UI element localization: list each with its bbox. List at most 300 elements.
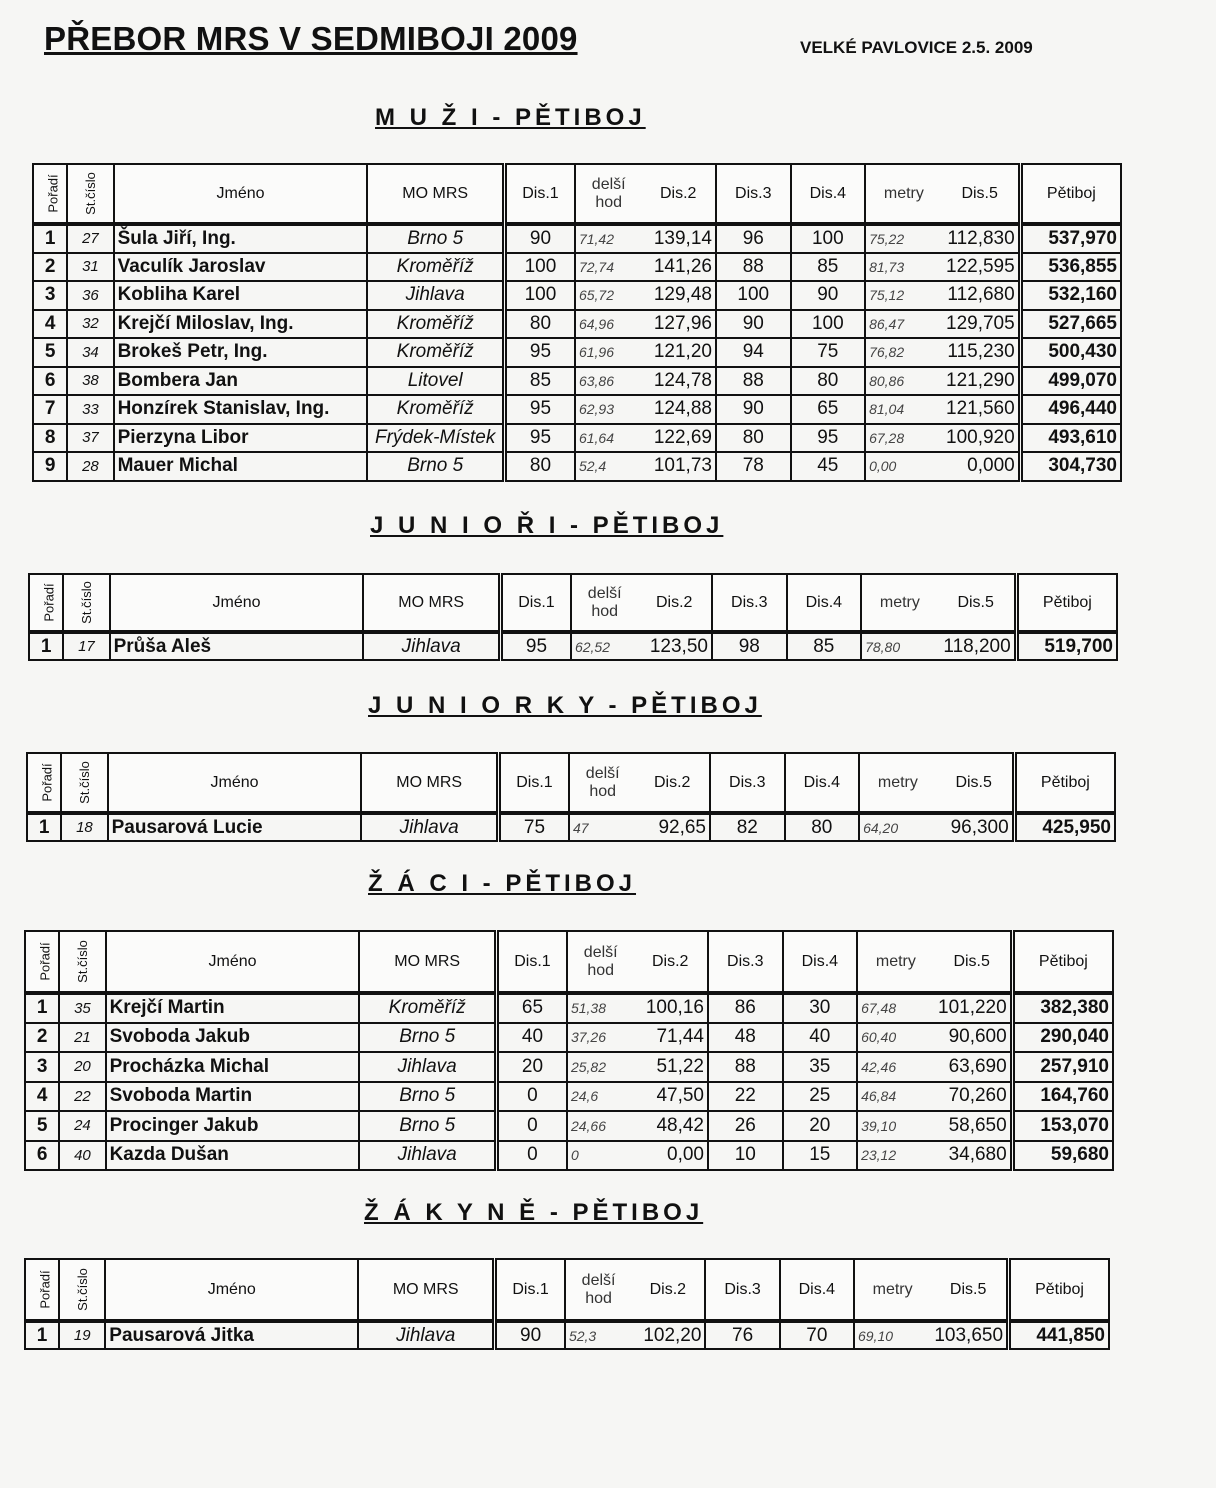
col-meters: metry (865, 164, 942, 224)
dis1-cell: 100 (504, 281, 575, 310)
section-title: J U N I O Ř I - PĚTIBOJ (370, 512, 724, 539)
table-row (33, 338, 1121, 367)
total-cell: 496,440 (1020, 395, 1121, 424)
col-dis4: Dis.4 (785, 753, 860, 813)
longer-throw-cell: 0 (567, 1141, 633, 1171)
longer-throw-cell: 62,93 (575, 395, 641, 424)
table-row (25, 1023, 1113, 1053)
meters-cell: 78,80 (861, 632, 938, 660)
dis2-cell: 71,44 (633, 1023, 708, 1053)
name-cell: Vaculík Jaroslav (114, 253, 368, 282)
rank-cell: 5 (25, 1111, 59, 1141)
table-row (33, 395, 1121, 424)
meters-cell: 60,40 (857, 1023, 934, 1053)
col-dis1: Dis.1 (498, 753, 569, 813)
col-rank-label: Pořadí (41, 582, 57, 622)
name-cell: Procinger Jakub (106, 1111, 360, 1141)
meters-cell: 80,86 (865, 367, 942, 396)
club-cell: Jihlava (358, 1321, 495, 1349)
dis2-cell: 124,88 (641, 395, 716, 424)
rank-cell: 8 (33, 424, 67, 453)
meters-cell: 81,73 (865, 253, 942, 282)
col-rank (27, 753, 61, 813)
col-start-no-label: St.číslo (78, 580, 94, 624)
col-dis4: Dis.4 (791, 164, 866, 224)
total-cell: 532,160 (1020, 281, 1121, 310)
dis4-cell: 40 (783, 1023, 858, 1053)
start-no-cell: 19 (59, 1321, 105, 1349)
col-longer-throw (567, 931, 633, 993)
club-cell: Kroměříž (359, 993, 496, 1023)
dis4-cell: 80 (785, 813, 860, 841)
total-cell: 59,680 (1012, 1141, 1113, 1171)
longer-throw-cell: 62,52 (571, 632, 637, 660)
results-table (32, 163, 1122, 482)
dis1-cell: 0 (496, 1141, 567, 1171)
longer-throw-cell: 63,86 (575, 367, 641, 396)
dis5-cell: 101,220 (934, 993, 1013, 1023)
dis2-cell: 124,78 (641, 367, 716, 396)
col-dis2: Dis.2 (637, 574, 712, 632)
dis3-cell: 82 (710, 813, 785, 841)
dis2-cell: 121,20 (641, 338, 716, 367)
longer-throw-line1: delší (583, 943, 618, 961)
rank-cell: 3 (25, 1052, 59, 1082)
club-cell: Litovel (367, 367, 504, 396)
col-dis2: Dis.2 (641, 164, 716, 224)
col-dis3: Dis.3 (712, 574, 787, 632)
meters-cell: 75,12 (865, 281, 942, 310)
col-dis5: Dis.5 (942, 164, 1021, 224)
col-name: Jméno (105, 1259, 358, 1321)
longer-throw-cell: 61,64 (575, 424, 641, 453)
col-club: MO MRS (367, 164, 504, 224)
table-row (33, 452, 1121, 481)
col-dis3: Dis.3 (708, 931, 783, 993)
table-row (25, 1321, 1109, 1349)
dis4-cell: 95 (791, 424, 866, 453)
rank-cell: 2 (25, 1023, 59, 1053)
club-cell: Brno 5 (359, 1082, 496, 1112)
col-start-no-label: St.číslo (76, 760, 92, 804)
col-rank (29, 574, 63, 632)
dis1-cell: 100 (504, 253, 575, 282)
start-no-cell: 20 (59, 1052, 105, 1082)
dis3-cell: 26 (708, 1111, 783, 1141)
total-cell: 257,910 (1012, 1052, 1113, 1082)
dis3-cell: 88 (716, 253, 791, 282)
start-no-cell: 17 (63, 632, 109, 660)
rank-cell: 1 (29, 632, 63, 660)
col-total: Pětiboj (1012, 931, 1113, 993)
rank-cell: 1 (25, 1321, 59, 1349)
dis4-cell: 15 (783, 1141, 858, 1171)
total-cell: 519,700 (1016, 632, 1117, 660)
club-cell: Jihlava (367, 281, 504, 310)
start-no-cell: 31 (67, 253, 113, 282)
total-cell: 441,850 (1009, 1321, 1109, 1349)
dis3-cell: 90 (716, 395, 791, 424)
dis1-cell: 65 (496, 993, 567, 1023)
rank-cell: 2 (33, 253, 67, 282)
start-no-cell: 34 (67, 338, 113, 367)
meters-cell: 76,82 (865, 338, 942, 367)
dis2-cell: 51,22 (633, 1052, 708, 1082)
col-start-no (59, 931, 105, 993)
table-row (33, 281, 1121, 310)
dis4-cell: 100 (791, 224, 866, 253)
dis5-cell: 121,290 (942, 367, 1021, 396)
club-cell: Jihlava (359, 1052, 496, 1082)
col-total: Pětiboj (1014, 753, 1115, 813)
dis2-cell: 129,48 (641, 281, 716, 310)
longer-throw-cell: 25,82 (567, 1052, 633, 1082)
meters-cell: 42,46 (857, 1052, 934, 1082)
col-dis3: Dis.3 (716, 164, 791, 224)
col-start-no-label: St.číslo (82, 171, 98, 215)
dis3-cell: 88 (716, 367, 791, 396)
col-club: MO MRS (358, 1259, 495, 1321)
dis3-cell: 48 (708, 1023, 783, 1053)
total-cell: 290,040 (1012, 1023, 1113, 1053)
dis1-cell: 85 (504, 367, 575, 396)
total-cell: 164,760 (1012, 1082, 1113, 1112)
name-cell: Svoboda Martin (106, 1082, 360, 1112)
section-title: Ž Á K Y N Ě - PĚTIBOJ (364, 1199, 704, 1226)
dis5-cell: 103,650 (930, 1321, 1008, 1349)
dis3-cell: 22 (708, 1082, 783, 1112)
col-dis4: Dis.4 (783, 931, 858, 993)
col-name: Jméno (106, 931, 360, 993)
total-cell: 499,070 (1020, 367, 1121, 396)
dis4-cell: 80 (791, 367, 866, 396)
total-cell: 537,970 (1020, 224, 1121, 253)
dis4-cell: 30 (783, 993, 858, 1023)
rank-cell: 6 (25, 1141, 59, 1171)
name-cell: Procházka Michal (106, 1052, 360, 1082)
dis1-cell: 95 (504, 395, 575, 424)
dis3-cell: 86 (708, 993, 783, 1023)
longer-throw-cell: 72,74 (575, 253, 641, 282)
rank-cell: 7 (33, 395, 67, 424)
longer-throw-line2: hod (595, 193, 623, 211)
rank-cell: 1 (33, 224, 67, 253)
name-cell: Brokeš Petr, Ing. (114, 338, 368, 367)
dis5-cell: 115,230 (942, 338, 1021, 367)
dis5-cell: 118,200 (938, 632, 1017, 660)
longer-throw-line2: hod (587, 961, 615, 979)
name-cell: Průša Aleš (110, 632, 364, 660)
dis1-cell: 80 (504, 452, 575, 481)
col-rank-label: Pořadí (37, 941, 53, 981)
col-rank-label: Pořadí (39, 762, 55, 802)
col-dis4: Dis.4 (780, 1259, 854, 1321)
dis2-cell: 0,00 (633, 1141, 708, 1171)
col-dis1: Dis.1 (500, 574, 571, 632)
longer-throw-cell: 47 (569, 813, 635, 841)
meters-cell: 67,48 (857, 993, 934, 1023)
longer-throw-line1: delší (585, 764, 620, 782)
longer-throw-cell: 65,72 (575, 281, 641, 310)
dis4-cell: 100 (791, 310, 866, 339)
name-cell: Pausarová Jitka (105, 1321, 358, 1349)
dis5-cell: 90,600 (934, 1023, 1013, 1053)
dis5-cell: 70,260 (934, 1082, 1013, 1112)
rank-cell: 1 (25, 993, 59, 1023)
col-dis1: Dis.1 (495, 1259, 565, 1321)
club-cell: Jihlava (359, 1141, 496, 1171)
dis4-cell: 75 (791, 338, 866, 367)
start-no-cell: 22 (59, 1082, 105, 1112)
dis4-cell: 65 (791, 395, 866, 424)
dis2-cell: 141,26 (641, 253, 716, 282)
longer-throw-cell: 37,26 (567, 1023, 633, 1053)
total-cell: 527,665 (1020, 310, 1121, 339)
rank-cell: 4 (33, 310, 67, 339)
dis1-cell: 90 (495, 1321, 565, 1349)
col-dis2: Dis.2 (635, 753, 710, 813)
col-rank-label: Pořadí (37, 1269, 53, 1309)
rank-cell: 9 (33, 452, 67, 481)
col-longer-throw (575, 164, 641, 224)
table-row (33, 367, 1121, 396)
total-cell: 304,730 (1020, 452, 1121, 481)
dis3-cell: 98 (712, 632, 787, 660)
longer-throw-cell: 71,42 (575, 224, 641, 253)
table-row (25, 1111, 1113, 1141)
total-cell: 493,610 (1020, 424, 1121, 453)
col-dis5: Dis.5 (934, 931, 1013, 993)
total-cell: 153,070 (1012, 1111, 1113, 1141)
dis1-cell: 95 (504, 338, 575, 367)
col-longer-throw (571, 574, 637, 632)
dis2-cell: 139,14 (641, 224, 716, 253)
dis2-cell: 127,96 (641, 310, 716, 339)
dis5-cell: 0,000 (942, 452, 1021, 481)
dis5-cell: 34,680 (934, 1141, 1013, 1171)
name-cell: Honzírek Stanislav, Ing. (114, 395, 368, 424)
col-name: Jméno (108, 753, 362, 813)
section-title: M U Ž I - PĚTIBOJ (375, 104, 646, 131)
col-name: Jméno (110, 574, 364, 632)
dis4-cell: 35 (783, 1052, 858, 1082)
table-row (25, 1082, 1113, 1112)
club-cell: Brno 5 (359, 1111, 496, 1141)
start-no-cell: 35 (59, 993, 105, 1023)
col-start-no (67, 164, 113, 224)
table-row (33, 424, 1121, 453)
dis3-cell: 10 (708, 1141, 783, 1171)
dis1-cell: 40 (496, 1023, 567, 1053)
dis5-cell: 129,705 (942, 310, 1021, 339)
dis3-cell: 94 (716, 338, 791, 367)
col-dis1: Dis.1 (496, 931, 567, 993)
col-longer-throw (569, 753, 635, 813)
dis4-cell: 20 (783, 1111, 858, 1141)
col-dis3: Dis.3 (705, 1259, 779, 1321)
longer-throw-cell: 52,4 (575, 452, 641, 481)
dis1-cell: 90 (504, 224, 575, 253)
name-cell: Krejčí Martin (106, 993, 360, 1023)
dis2-cell: 92,65 (635, 813, 710, 841)
col-dis2: Dis.2 (631, 1259, 705, 1321)
dis2-cell: 122,69 (641, 424, 716, 453)
dis2-cell: 48,42 (633, 1111, 708, 1141)
section-title: J U N I O R K Y - PĚTIBOJ (368, 692, 762, 719)
section-title: Ž Á C I - PĚTIBOJ (368, 870, 637, 897)
dis5-cell: 58,650 (934, 1111, 1013, 1141)
col-total: Pětiboj (1020, 164, 1121, 224)
col-club: MO MRS (363, 574, 500, 632)
meters-cell: 0,00 (865, 452, 942, 481)
dis1-cell: 75 (498, 813, 569, 841)
dis3-cell: 90 (716, 310, 791, 339)
dis4-cell: 90 (791, 281, 866, 310)
dis5-cell: 100,920 (942, 424, 1021, 453)
name-cell: Šula Jiří, Ing. (114, 224, 368, 253)
dis4-cell: 70 (780, 1321, 854, 1349)
rank-cell: 1 (27, 813, 61, 841)
dis1-cell: 80 (504, 310, 575, 339)
name-cell: Bombera Jan (114, 367, 368, 396)
start-no-cell: 21 (59, 1023, 105, 1053)
total-cell: 500,430 (1020, 338, 1121, 367)
results-table (24, 1258, 1110, 1350)
dis1-cell: 20 (496, 1052, 567, 1082)
start-no-cell: 33 (67, 395, 113, 424)
dis5-cell: 63,690 (934, 1052, 1013, 1082)
dis2-cell: 101,73 (641, 452, 716, 481)
col-name: Jméno (114, 164, 368, 224)
dis5-cell: 121,560 (942, 395, 1021, 424)
col-start-no (61, 753, 107, 813)
longer-throw-cell: 52,3 (565, 1321, 631, 1349)
start-no-cell: 24 (59, 1111, 105, 1141)
name-cell: Pausarová Lucie (108, 813, 362, 841)
longer-throw-cell: 24,6 (567, 1082, 633, 1112)
club-cell: Kroměříž (367, 338, 504, 367)
name-cell: Pierzyna Libor (114, 424, 368, 453)
col-rank-label: Pořadí (45, 173, 61, 213)
table-row (33, 224, 1121, 253)
col-rank (25, 1259, 59, 1321)
col-longer-throw (565, 1259, 631, 1321)
start-no-cell: 36 (67, 281, 113, 310)
dis2-cell: 100,16 (633, 993, 708, 1023)
dis5-cell: 112,830 (942, 224, 1021, 253)
dis5-cell: 112,680 (942, 281, 1021, 310)
col-rank (25, 931, 59, 993)
dis4-cell: 45 (791, 452, 866, 481)
longer-throw-line2: hod (585, 1289, 612, 1307)
results-table (24, 930, 1114, 1171)
col-dis5: Dis.5 (930, 1259, 1008, 1321)
dis3-cell: 80 (716, 424, 791, 453)
meters-cell: 46,84 (857, 1082, 934, 1112)
start-no-cell: 32 (67, 310, 113, 339)
dis2-cell: 102,20 (631, 1321, 705, 1349)
col-total: Pětiboj (1016, 574, 1117, 632)
dis1-cell: 95 (504, 424, 575, 453)
longer-throw-cell: 64,96 (575, 310, 641, 339)
name-cell: Kazda Dušan (106, 1141, 360, 1171)
col-dis3: Dis.3 (710, 753, 785, 813)
total-cell: 425,950 (1014, 813, 1115, 841)
dis3-cell: 88 (708, 1052, 783, 1082)
name-cell: Krejčí Miloslav, Ing. (114, 310, 368, 339)
dis3-cell: 78 (716, 452, 791, 481)
meters-cell: 75,22 (865, 224, 942, 253)
col-meters: metry (861, 574, 938, 632)
rank-cell: 5 (33, 338, 67, 367)
club-cell: Jihlava (363, 632, 500, 660)
start-no-cell: 28 (67, 452, 113, 481)
table-row (33, 253, 1121, 282)
club-cell: Frýdek-Místek (367, 424, 504, 453)
meters-cell: 69,10 (854, 1321, 930, 1349)
table-row (25, 1141, 1113, 1171)
col-dis2: Dis.2 (633, 931, 708, 993)
rank-cell: 4 (25, 1082, 59, 1112)
longer-throw-cell: 51,38 (567, 993, 633, 1023)
meters-cell: 64,20 (859, 813, 936, 841)
club-cell: Kroměříž (367, 253, 504, 282)
col-start-no-label: St.číslo (74, 939, 90, 983)
table-row (27, 813, 1115, 841)
name-cell: Mauer Michal (114, 452, 368, 481)
start-no-cell: 18 (61, 813, 107, 841)
results-table (28, 573, 1118, 661)
dis5-cell: 96,300 (936, 813, 1015, 841)
meters-cell: 67,28 (865, 424, 942, 453)
col-total: Pětiboj (1009, 1259, 1109, 1321)
start-no-cell: 38 (67, 367, 113, 396)
col-rank (33, 164, 67, 224)
start-no-cell: 37 (67, 424, 113, 453)
total-cell: 536,855 (1020, 253, 1121, 282)
results-table (26, 752, 1116, 842)
col-meters: metry (854, 1259, 930, 1321)
dis1-cell: 0 (496, 1111, 567, 1141)
total-cell: 382,380 (1012, 993, 1113, 1023)
longer-throw-line2: hod (591, 602, 619, 620)
page-title: PŘEBOR MRS V SEDMIBOJI 2009 (44, 20, 578, 57)
club-cell: Jihlava (361, 813, 498, 841)
name-cell: Svoboda Jakub (106, 1023, 360, 1053)
dis3-cell: 100 (716, 281, 791, 310)
longer-throw-line2: hod (589, 782, 617, 800)
dis1-cell: 0 (496, 1082, 567, 1112)
longer-throw-cell: 24,66 (567, 1111, 633, 1141)
dis4-cell: 85 (791, 253, 866, 282)
col-club: MO MRS (361, 753, 498, 813)
table-row (25, 1052, 1113, 1082)
col-dis1: Dis.1 (504, 164, 575, 224)
longer-throw-line1: delší (587, 584, 622, 602)
club-cell: Brno 5 (367, 224, 504, 253)
longer-throw-cell: 61,96 (575, 338, 641, 367)
start-no-cell: 40 (59, 1141, 105, 1171)
longer-throw-line1: delší (591, 175, 626, 193)
table-row (29, 632, 1117, 660)
club-cell: Brno 5 (359, 1023, 496, 1053)
dis5-cell: 122,595 (942, 253, 1021, 282)
longer-throw-line1: delší (581, 1271, 616, 1289)
table-row (33, 310, 1121, 339)
col-meters: metry (859, 753, 936, 813)
col-start-no (59, 1259, 105, 1321)
start-no-cell: 27 (67, 224, 113, 253)
